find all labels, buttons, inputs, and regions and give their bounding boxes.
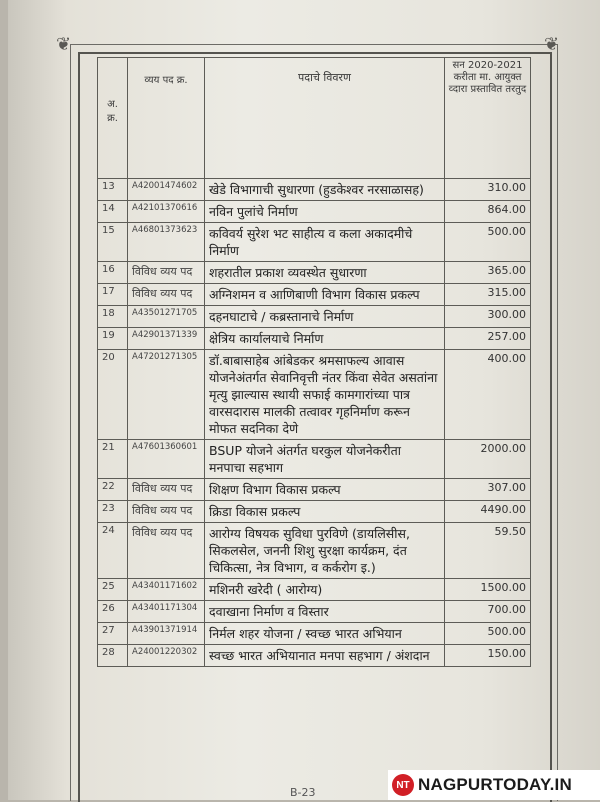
row-expense-code: A46801373623 (128, 223, 205, 262)
row-serial-no: 24 (98, 523, 128, 579)
row-amount: 700.00 (445, 601, 531, 623)
header-serial-no: अ. क्र. (98, 58, 128, 179)
table-row (98, 262, 531, 284)
row-description: क्षेत्रिय कार्यालयाचे निर्माण (205, 328, 445, 350)
watermark-text: NAGPURTODAY.IN (418, 775, 572, 794)
row-description: दवाखाना निर्माण व विस्तार (205, 601, 445, 623)
row-expense-code: A47601360601 (128, 440, 205, 479)
corner-ornament-right: ❦ (544, 34, 560, 55)
table-row (98, 601, 531, 623)
row-serial-no: 16 (98, 262, 128, 284)
row-amount: 500.00 (445, 223, 531, 262)
table-row (98, 645, 531, 667)
table-row (98, 350, 531, 440)
row-amount: 365.00 (445, 262, 531, 284)
row-expense-code: A24001220302 (128, 645, 205, 667)
table-row (98, 306, 531, 328)
row-serial-no: 27 (98, 623, 128, 645)
row-description: क्रिडा विकास प्रकल्प (205, 501, 445, 523)
row-description: शहरातील प्रकाश व्यवस्थेत सुधारणा (205, 262, 445, 284)
row-description: कविवर्य सुरेश भट साहीत्य व कला अकादमीचे निर्माण (205, 223, 445, 262)
row-expense-code: A42101370616 (128, 201, 205, 223)
header-proposed-amount: सन 2020-2021 करीता मा. आयुक्त व्दारा प्रस्तावित तरतुद (445, 58, 531, 179)
row-description: स्वच्छ भारत अभियानात मनपा सहभाग / अंशदान (205, 645, 445, 667)
row-serial-no: 20 (98, 350, 128, 440)
row-expense-code: A42001474602 (128, 179, 205, 201)
row-serial-no: 17 (98, 284, 128, 306)
row-serial-no: 18 (98, 306, 128, 328)
nt-logo-icon: NT (392, 774, 414, 796)
row-amount: 400.00 (445, 350, 531, 440)
row-amount: 257.00 (445, 328, 531, 350)
table-row (98, 179, 531, 201)
row-serial-no: 21 (98, 440, 128, 479)
row-serial-no: 26 (98, 601, 128, 623)
row-serial-no: 23 (98, 501, 128, 523)
row-amount: 1500.00 (445, 579, 531, 601)
row-description: डॉ.बाबासाहेब आंबेडकर श्रमसाफल्य आवास योजनेअंतर्गत सेवानिवृत्ती नंतर किंवा सेवेत असतांना मृत्यु झाल्यास स्थायी सफाई कामगारांच्या पात्र वारसदारास मालकी तत्वावर गृहनिर्माण करून मोफत सदनिका देणे (205, 350, 445, 440)
table-row (98, 623, 531, 645)
row-amount: 500.00 (445, 623, 531, 645)
row-description: निर्मल शहर योजना / स्वच्छ भारत अभियान (205, 623, 445, 645)
table-row (98, 223, 531, 262)
table-row (98, 479, 531, 501)
row-description: खेडे विभागाची सुधारणा (हुडकेश्वर नरसाळासह) (205, 179, 445, 201)
row-expense-code: A43901371914 (128, 623, 205, 645)
header-description: पदाचे विवरण (205, 58, 445, 179)
row-expense-code: विविध व्यय पद (128, 262, 205, 284)
row-expense-code: विविध व्यय पद (128, 479, 205, 501)
row-expense-code: A43401171304 (128, 601, 205, 623)
table-row (98, 579, 531, 601)
row-amount: 300.00 (445, 306, 531, 328)
row-description: नविन पुलांचे निर्माण (205, 201, 445, 223)
row-description: BSUP योजने अंतर्गत घरकुल योजनेकरीता मनपाचा सहभाग (205, 440, 445, 479)
budget-table (97, 57, 531, 667)
row-description: शिक्षण विभाग विकास प्रकल्प (205, 479, 445, 501)
table-header-row (98, 58, 531, 179)
header-expense-code: व्यय पद क्र. (128, 58, 205, 179)
row-expense-code: A43501271705 (128, 306, 205, 328)
row-amount: 59.50 (445, 523, 531, 579)
row-expense-code: A43401171602 (128, 579, 205, 601)
row-description: मशिनरी खरेदी ( आरोग्य) (205, 579, 445, 601)
page-number: B-23 (290, 786, 316, 799)
table-row (98, 523, 531, 579)
row-amount: 150.00 (445, 645, 531, 667)
table-row (98, 328, 531, 350)
row-amount: 310.00 (445, 179, 531, 201)
row-serial-no: 19 (98, 328, 128, 350)
watermark-logo (388, 770, 600, 800)
row-serial-no: 15 (98, 223, 128, 262)
row-expense-code: विविध व्यय पद (128, 284, 205, 306)
table-row (98, 440, 531, 479)
row-expense-code: विविध व्यय पद (128, 501, 205, 523)
row-amount: 2000.00 (445, 440, 531, 479)
row-expense-code: विविध व्यय पद (128, 523, 205, 579)
row-expense-code: A47201271305 (128, 350, 205, 440)
row-expense-code: A42901371339 (128, 328, 205, 350)
table-body (98, 179, 531, 667)
row-description: दहनघाटाचे / कब्रस्तानाचे निर्माण (205, 306, 445, 328)
row-amount: 315.00 (445, 284, 531, 306)
table-row (98, 201, 531, 223)
row-serial-no: 14 (98, 201, 128, 223)
row-amount: 4490.00 (445, 501, 531, 523)
row-serial-no: 13 (98, 179, 128, 201)
row-description: अग्निशमन व आणिबाणी विभाग विकास प्रकल्प (205, 284, 445, 306)
table-row (98, 501, 531, 523)
row-serial-no: 25 (98, 579, 128, 601)
row-description: आरोग्य विषयक सुविधा पुरविणे (डायलिसीस, सिकलसेल, जननी शिशु सुरक्षा कार्यक्रम, दंत चिकित्सा, नेत्र विभाग, व कर्करोग इ.) (205, 523, 445, 579)
row-serial-no: 22 (98, 479, 128, 501)
row-amount: 864.00 (445, 201, 531, 223)
corner-ornament-left: ❦ (56, 34, 72, 55)
table-row (98, 284, 531, 306)
row-serial-no: 28 (98, 645, 128, 667)
row-amount: 307.00 (445, 479, 531, 501)
